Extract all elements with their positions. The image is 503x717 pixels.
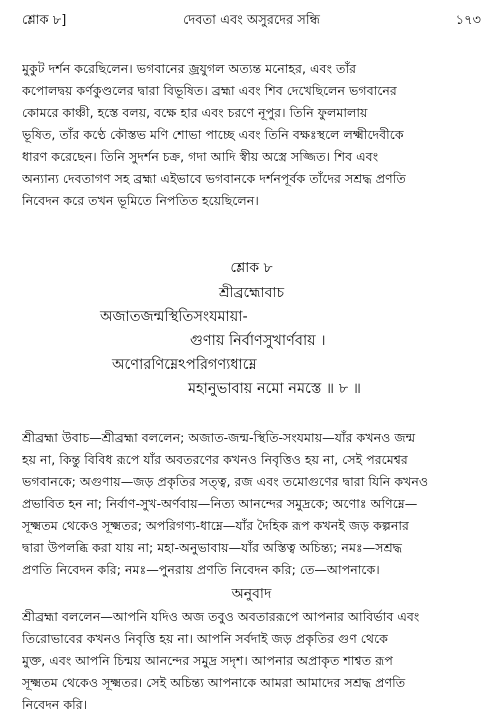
verse-line: অণোরণিম্নেঽপরিগণ্যধাম্নে (112, 357, 257, 373)
intro-line: কোমরে কাঞ্চী, হস্তে বলয়, বক্ষে হার এবং চরণে নূপুর। তিনি ফুলমালায় (22, 105, 368, 120)
translation-line: শ্রীব্রহ্মা বললেন—আপনি যদিও অজ তবুও অবতাররূপে আপনার আবির্ভাব এবং (22, 609, 420, 624)
synonyms-line: সূক্ষ্মতম থেকেও সূক্ষ্মতর; অপরিগণ্য-ধাম্নে—যাঁর দৈহিক রূপ কখনই জড় কল্পনার (22, 518, 409, 533)
synonyms-line: শ্রীব্রহ্মা উবাচ—শ্রীব্রহ্মা বললেন; অজাত-জন্ম-স্থিতি-সংযমায়—যাঁর কখনও জন্ম (22, 430, 416, 445)
verse-line: শ্রীব্রহ্মোবাচ (219, 285, 284, 301)
header-page-number: ১৭৩ (455, 13, 481, 28)
intro-line: মুকুট দর্শন করেছিলেন। ভগবানের জ্রযুগল অত্যন্ত মনোহর, এবং তাঁর (22, 61, 357, 76)
translation-paragraph (22, 606, 481, 716)
intro-line: নিবেদন করে তখন ভূমিতে নিপতিত হয়েছিলেন। (22, 193, 259, 208)
intro-line: ধারণ করেছেন। তিনি সুদর্শন চক্র, গদা আদি স্বীয় অস্ত্রে সজ্জিত। শিব এবং (22, 149, 379, 164)
intro-line: ভূষিত, তাঁর কণ্ঠে কৌস্তভ মণি শোভা পাচ্ছে এবং তিনি বক্ষঃস্থলে লক্ষ্মীদেবীকে (22, 127, 404, 142)
translation-line: মুক্ত, এবং আপনি চিন্ময় আনন্দের সমুদ্র সদৃশ। আপনার অপ্রাকৃত শাশ্বত রূপ (22, 653, 393, 668)
intro-paragraph (22, 58, 481, 212)
translation-heading: অনুবাদ (231, 586, 272, 602)
verse-line: অজাতজন্মস্থিতিসংযমায়া- (100, 309, 248, 325)
translation-line: সূক্ষ্মতম থেকেও সূক্ষ্মতর। সেই অচিন্ত্য আপনাকে আমরা আমাদের সশ্রদ্ধ প্রণতি (22, 675, 406, 690)
intro-line: অন্যান্য দেবতাগণ সহ ব্রহ্মা এইভাবে ভগবানকে দর্শনপূর্বক তাঁদের সশ্রদ্ধ প্রণতি (22, 171, 406, 186)
verse-heading: শ্লোক ৮ (230, 260, 273, 276)
header-verse-ref: শ্লোক ৮] (22, 13, 67, 28)
intro-line: কপোলদ্বয় কর্ণকুণ্ডলের দ্বারা বিভূষিত। ব্রহ্মা এবং শিব দেখেছিলেন ভগবানের (22, 83, 397, 98)
translation-line: তিরোভাবের কখনও নিবৃত্তি হয় না। আপনি সর্বদাই জড় প্রকৃতির গুণ থেকে (22, 631, 388, 646)
header-chapter-title: দেবতা এবং অসুরদের সন্ধি (183, 13, 320, 28)
synonyms-line: প্রভাবিত হন না; নির্বাণ-সুখ-অর্ণবায়—নিত্য আনন্দের সমুদ্রকে; অণোঃ অণিম্নে— (22, 496, 418, 511)
synonyms-line: প্রণতি নিবেদন করি; নমঃ—পুনরায় প্রণতি নিবেদন করি; তে—আপনাকে। (22, 562, 380, 577)
verse-line: গুণায় নির্বাণসুখার্ণবায় । (190, 333, 326, 349)
synonyms-line: দ্বারা উপলব্ধি করা যায় না; মহা-অনুভাবায়—যাঁর অস্তিত্ব অচিন্ত্য; নমঃ—সশ্রদ্ধ (22, 540, 402, 555)
synonyms-line: হয় না, কিন্তু বিবিধ রূপে যাঁর অবতরণের কখনও নিবৃত্তিও হয় না, সেই পরমেশ্বর (22, 452, 408, 467)
synonyms-paragraph (22, 427, 481, 581)
synonyms-line: ভগবানকে; অগুণায়—জড় প্রকৃতির সত্ত্ব, রজ এবং তমোগুণের দ্বারা যিনি কখনও (22, 474, 429, 489)
verse-line: মহানুভাবায় নমো নমস্তে ॥ ৮ ॥ (188, 381, 361, 397)
translation-line: নিবেদন করি। (22, 697, 88, 712)
page-header (22, 6, 481, 36)
